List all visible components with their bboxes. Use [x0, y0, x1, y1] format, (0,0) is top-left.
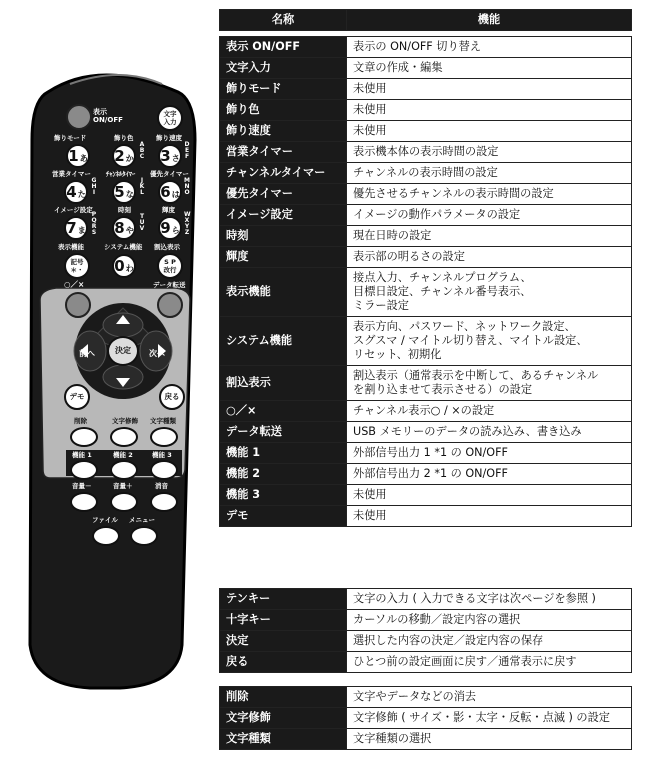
text-type-button[interactable]: [150, 427, 178, 447]
key-6-letters: MNO: [184, 177, 190, 196]
label-interrupt-display: 割込表示: [154, 243, 180, 251]
row-description: 文字やデータなどの消去: [347, 687, 632, 708]
next-label: 次へ: [149, 349, 165, 358]
table-row: [220, 422, 632, 443]
label-brightness: 輝度: [162, 206, 175, 214]
row-name: 戻る: [220, 652, 347, 673]
row-description: 未使用: [347, 79, 632, 100]
table-row: [220, 79, 632, 100]
row-name: 文字種類: [220, 729, 347, 750]
demo-button[interactable]: [64, 384, 90, 410]
prev-label: 前へ: [79, 349, 95, 358]
mute-button[interactable]: [150, 492, 178, 512]
menu-button[interactable]: [130, 526, 158, 546]
row-description: 優先させるチャンネルの表示時間の設定: [347, 184, 632, 205]
row-description: 割込表示（通常表示を中断して、あるチャンネル を割り込ませて表示させる）の設定: [347, 366, 632, 401]
func-2-button[interactable]: [110, 460, 138, 480]
row-description: 現在日時の設定: [347, 226, 632, 247]
key-3-letters: DEF: [184, 141, 190, 160]
table-row: [220, 100, 632, 121]
row-description: 表示機本体の表示時間の設定: [347, 142, 632, 163]
row-name: 時刻: [220, 226, 347, 247]
table-row: [220, 610, 632, 631]
left-arrow-icon[interactable]: [75, 333, 95, 369]
row-description: 未使用: [347, 121, 632, 142]
label-vol-down: 音量－: [72, 482, 92, 490]
row-name: 削除: [220, 687, 347, 708]
key-4-letters: GHI: [91, 177, 97, 196]
row-name: 機能 3: [220, 485, 347, 506]
table-row: [220, 163, 632, 184]
table-row: [220, 589, 632, 610]
table-row: [220, 485, 632, 506]
row-description: ひとつ前の設定画面に戻す／通常表示に戻す: [347, 652, 632, 673]
file-button[interactable]: [92, 526, 120, 546]
label-deco-mode: 飾りモード: [54, 134, 87, 142]
row-name: テンキー: [220, 589, 347, 610]
row-description: 文章の作成・編集: [347, 58, 632, 79]
row-name: イメージ設定: [220, 205, 347, 226]
row-description: 文字種類の選択: [347, 729, 632, 750]
key-3[interactable]: 3さ: [158, 144, 182, 168]
table-row: [220, 729, 632, 750]
delete-button[interactable]: [70, 427, 98, 447]
row-description: チャンネル表示○ / ×の設定: [347, 401, 632, 422]
row-description: 未使用: [347, 100, 632, 121]
row-name: ○／×: [220, 401, 347, 422]
label-mute: 消音: [155, 482, 168, 490]
table-row: [220, 247, 632, 268]
table-row: [220, 184, 632, 205]
vol-up-button[interactable]: [110, 492, 138, 512]
label-text-type: 文字種類: [150, 417, 176, 425]
row-name: 飾り速度: [220, 121, 347, 142]
key-9[interactable]: 9ら: [158, 216, 182, 240]
label-file: ファイル: [92, 516, 118, 524]
key-6[interactable]: 6は: [158, 180, 182, 204]
key-9-letters: WXYZ: [184, 211, 191, 236]
down-arrow-icon[interactable]: [110, 367, 136, 389]
label-data-transfer: データ転送: [153, 281, 186, 289]
row-name: 飾りモード: [220, 79, 347, 100]
row-description: 文字の入力 ( 入力できる文字は次ページを参照 ): [347, 589, 632, 610]
display-onoff-button[interactable]: [66, 104, 92, 130]
key-1[interactable]: 1あ: [66, 144, 90, 168]
label-menu: メニュー: [129, 516, 155, 524]
label-text-deco: 文字修飾: [112, 417, 138, 425]
key-7-letters: PQRS: [91, 211, 97, 236]
table-row: [220, 631, 632, 652]
row-name: 割込表示: [220, 366, 347, 401]
table-row: [220, 121, 632, 142]
row-name: 文字修飾: [220, 708, 347, 729]
demo-label: デモ: [69, 392, 85, 401]
row-description: 文字修飾 ( サイズ・影・太字・反転・点滅 ) の設定: [347, 708, 632, 729]
row-description: 外部信号出力 2 *1 の ON/OFF: [347, 464, 632, 485]
display-onoff-label: 表示 ON/OFF: [93, 108, 123, 124]
label-deco-speed: 飾り速度: [156, 134, 182, 142]
label-system-function: システム機能: [104, 243, 143, 251]
table-header-row: [220, 10, 632, 31]
label-func-2: 機能 2: [113, 451, 133, 459]
key-symbol[interactable]: [64, 253, 90, 279]
label-clock: 時刻: [118, 206, 131, 214]
key-4[interactable]: 4た: [64, 180, 88, 204]
row-description: 接点入力、チャンネルプログラム、 目標日設定、チャンネル番号表示、 ミラー設定: [347, 268, 632, 317]
label-ox: ○／×: [64, 280, 85, 289]
table-row: [220, 268, 632, 317]
table-row: [220, 366, 632, 401]
label-display-function: 表示機能: [58, 243, 84, 251]
ox-button[interactable]: [65, 292, 91, 318]
row-description: 表示の ON/OFF 切り替え: [347, 37, 632, 58]
key-2[interactable]: 2か: [112, 144, 136, 168]
header-name: 名称: [220, 10, 347, 31]
row-description: 選択した内容の決定／設定内容の保存: [347, 631, 632, 652]
header-table: [219, 9, 632, 31]
table-row: [220, 687, 632, 708]
row-name: 営業タイマー: [220, 142, 347, 163]
key-7[interactable]: 7ま: [64, 216, 88, 240]
table-row: [220, 317, 632, 366]
row-name: データ転送: [220, 422, 347, 443]
table-row: [220, 142, 632, 163]
key-0[interactable]: 0わ: [112, 254, 136, 278]
key-8-letters: TUV: [139, 213, 145, 232]
decide-label: 決定: [115, 346, 131, 355]
row-name: 文字入力: [220, 58, 347, 79]
back-label: 戻る: [164, 392, 180, 401]
right-arrow-icon[interactable]: [151, 333, 171, 369]
key-symbol-label: 記号 ＊・: [70, 258, 84, 274]
text-input-button[interactable]: [157, 105, 183, 131]
row-name: 機能 2: [220, 464, 347, 485]
key-sp-label: S P 改行: [163, 258, 177, 274]
label-image-setting: イメージ設定: [54, 206, 93, 214]
label-priority-timer: 優先タイマー: [150, 170, 189, 178]
table-row: [220, 58, 632, 79]
decide-button[interactable]: [107, 336, 139, 366]
key-2-letters: ABC: [139, 141, 145, 160]
function-table-main: [219, 36, 632, 527]
row-description: イメージの動作パラメータの設定: [347, 205, 632, 226]
up-arrow-icon[interactable]: [110, 313, 136, 335]
label-func-3: 機能 3: [152, 451, 172, 459]
table-row: [220, 708, 632, 729]
table-row: [220, 443, 632, 464]
row-name: 決定: [220, 631, 347, 652]
row-name: 優先タイマー: [220, 184, 347, 205]
data-transfer-button[interactable]: [157, 292, 183, 318]
row-description: 未使用: [347, 485, 632, 506]
back-button[interactable]: [159, 384, 185, 410]
key-sp-newline[interactable]: [157, 253, 183, 279]
function-table-keys: [219, 588, 632, 673]
label-deco-color: 飾り色: [114, 134, 134, 142]
func-1-button[interactable]: [70, 460, 98, 480]
key-8[interactable]: 8や: [112, 216, 136, 240]
row-description: USB メモリーのデータの読み込み、書き込み: [347, 422, 632, 443]
row-description: 表示方向、パスワード、ネットワーク設定、 スグスマ / マイトル切り替え、マイトル設定、 リセット、初期化: [347, 317, 632, 366]
remote-control-illustration: [0, 0, 215, 759]
key-5-letters: JKL: [139, 177, 145, 196]
row-name: システム機能: [220, 317, 347, 366]
func-3-button[interactable]: [150, 460, 178, 480]
key-5[interactable]: 5な: [112, 180, 136, 204]
table-row: [220, 506, 632, 527]
text-deco-button[interactable]: [110, 427, 138, 447]
table-row: [220, 226, 632, 247]
function-table-edit: [219, 686, 632, 750]
row-name: 十字キー: [220, 610, 347, 631]
row-description: チャンネルの表示時間の設定: [347, 163, 632, 184]
row-name: チャンネルタイマー: [220, 163, 347, 184]
row-name: 輝度: [220, 247, 347, 268]
row-description: 外部信号出力 1 *1 の ON/OFF: [347, 443, 632, 464]
row-name: 表示機能: [220, 268, 347, 317]
row-description: 表示部の明るさの設定: [347, 247, 632, 268]
row-description: 未使用: [347, 506, 632, 527]
row-name: デモ: [220, 506, 347, 527]
label-delete: 削除: [74, 417, 87, 425]
table-row: [220, 464, 632, 485]
label-vol-up: 音量＋: [113, 482, 133, 490]
row-name: 飾り色: [220, 100, 347, 121]
table-row: [220, 205, 632, 226]
vol-down-button[interactable]: [70, 492, 98, 512]
table-row: [220, 37, 632, 58]
row-description: カーソルの移動／設定内容の選択: [347, 610, 632, 631]
label-business-timer: 営業タイマー: [52, 170, 91, 178]
table-row: [220, 401, 632, 422]
table-row: [220, 652, 632, 673]
row-name: 機能 1: [220, 443, 347, 464]
label-channel-timer: ﾁｬﾝﾈﾙﾀｲﾏｰ: [106, 170, 136, 178]
row-name: 表示 ON/OFF: [220, 37, 347, 58]
text-input-label: 文字 入力: [163, 110, 177, 126]
label-func-1: 機能 1: [72, 451, 92, 459]
header-function: 機能: [347, 10, 632, 31]
